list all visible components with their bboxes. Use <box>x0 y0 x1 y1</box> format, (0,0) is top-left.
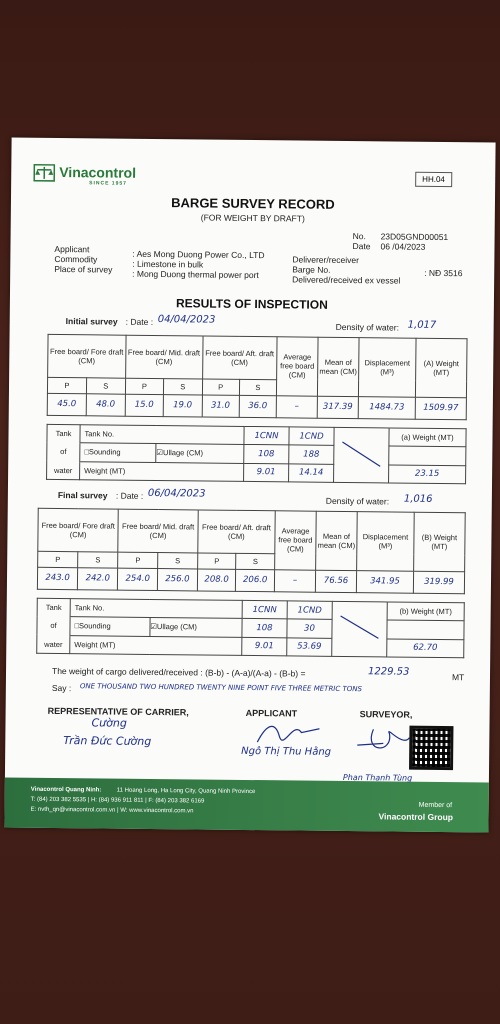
document-subtitle: (FOR WEIGHT BY DRAFT) <box>200 212 305 224</box>
mid-p-value: 15.0 <box>125 394 164 417</box>
strike-cell <box>332 601 388 657</box>
deliverer-label: Deliverer/receiver <box>292 254 360 266</box>
aft-p-value: 31.0 <box>202 395 239 418</box>
surveyor-signature <box>353 725 413 756</box>
fore-p-value: 45.0 <box>47 393 86 416</box>
tank-no-label: Tank No. <box>80 425 244 445</box>
document-title: BARGE SURVEY RECORD <box>171 195 335 212</box>
aft-s-value: 36.0 <box>239 395 276 418</box>
weight-mt-label: Weight (MT) <box>70 635 242 655</box>
ullage-label: ☑Ullage (CM) <box>156 444 244 463</box>
initial-density-value: 1,017 <box>407 319 437 331</box>
ullage-1: 108 <box>242 619 287 638</box>
water-label: water <box>37 635 70 654</box>
col-fore: Free board/ Fore draft (CM) <box>48 334 126 377</box>
fore-s-value: 48.0 <box>86 393 125 416</box>
applicant-name: Ngô Thị Thu Hằng <box>241 745 332 758</box>
results-title: RESULTS OF INSPECTION <box>175 296 328 312</box>
p-label: P <box>125 378 164 395</box>
survey-document <box>4 137 495 832</box>
carrier-signature: Cường <box>91 716 127 730</box>
barge-label: Barge No. <box>292 264 331 275</box>
place-value: : Mong Duong thermal power port <box>132 268 259 281</box>
footer-bar <box>4 772 488 832</box>
final-density-label: Density of water: <box>325 495 390 507</box>
col-mean: Mean of mean (CM) <box>316 511 358 570</box>
s-label: S <box>78 551 118 568</box>
final-date-value: 06/04/2023 <box>147 487 206 500</box>
final-draft-table <box>37 508 466 594</box>
strike-cell <box>334 427 390 483</box>
initial-date-value: 04/04/2023 <box>157 314 216 326</box>
strike-line <box>336 434 386 475</box>
say-label: Say : <box>51 682 72 694</box>
initial-survey-label: Initial survey <box>65 316 118 327</box>
col-mean: Mean of mean (CM) <box>317 337 359 396</box>
of-label: of <box>37 617 70 636</box>
applicant-signature <box>253 718 323 749</box>
s-label: S <box>164 378 203 395</box>
tank-1cnn: 1CNN <box>242 600 287 619</box>
tank-label: Tank <box>47 424 80 443</box>
strike-line <box>334 608 384 649</box>
p-label: P <box>202 379 239 396</box>
ullage-2: 30 <box>287 619 332 638</box>
carrier-name: Trần Đức Cường <box>63 734 152 748</box>
footer-address: 11 Hoang Long, Ha Long City, Quang Ninh Province <box>116 787 256 796</box>
no-value: 23D05GND00051 <box>380 231 449 243</box>
weight-b-small-label: (b) Weight (MT) <box>387 602 464 621</box>
initial-date-label: : Date : <box>125 316 154 327</box>
col-aft: Free board/ Aft. draft (CM) <box>198 510 276 553</box>
weight-b-total: 62.70 <box>387 639 464 658</box>
weight-2: 14.14 <box>289 464 334 483</box>
weight-a-value: 1509.97 <box>415 397 466 420</box>
cargo-value: 1229.53 <box>367 666 410 678</box>
footer-emails: E: nvth_qn@vinacontrol.com.vn | W: www.vinacontrol.com.vn <box>30 806 194 815</box>
fore-p-value: 243.0 <box>37 567 77 590</box>
cargo-unit: MT <box>451 672 465 683</box>
scales-logo-icon <box>33 164 55 182</box>
tank-1cnd: 1CND <box>287 601 332 620</box>
mid-s-value: 256.0 <box>157 568 197 591</box>
footer-member-of: Member of <box>418 801 453 810</box>
average-value: – <box>276 395 317 418</box>
col-displacement: Displacement (M³) <box>357 512 415 571</box>
applicant-label: Applicant <box>54 243 90 255</box>
barge-value: : NĐ 3516 <box>424 267 463 279</box>
tank-1cnn: 1CNN <box>244 426 289 445</box>
applicant-value: : Aes Mong Duong Power Co., LTD <box>132 248 265 261</box>
date-value: 06 /04/2023 <box>380 241 426 252</box>
since-text: SINCE 1957 <box>89 180 127 187</box>
weight-a-small-label: (a) Weight (MT) <box>389 428 466 447</box>
aft-s-value: 206.0 <box>236 569 275 592</box>
weight-a-total: 23.15 <box>389 465 466 484</box>
tank-label: Tank <box>37 598 70 617</box>
weight-1: 9.01 <box>242 637 287 656</box>
weight-b-value: 319.99 <box>413 571 464 594</box>
company-logo <box>59 164 136 187</box>
col-average: Average free board (CM) <box>275 511 317 570</box>
weight-1: 9.01 <box>244 463 289 482</box>
sounding-label: □Sounding <box>80 443 156 462</box>
delivered-label: Delivered/received ex vessel <box>292 274 401 286</box>
footer-phones: T: (84) 203 382 5535 | H: (84) 936 911 811 | F: (84) 203 382 6169 <box>30 796 205 805</box>
initial-tank-table <box>46 424 467 484</box>
footer-group: Vinacontrol Group <box>378 811 454 823</box>
commodity-value: : Limestone in bulk <box>132 258 204 270</box>
displacement-value: 1484.73 <box>358 396 415 419</box>
s-label: S <box>158 552 198 569</box>
weight-mt-label: Weight (MT) <box>80 461 244 481</box>
mean-value: 76.56 <box>315 570 356 593</box>
qr-code <box>409 726 453 770</box>
surveyor-label: SURVEYOR, <box>359 709 413 720</box>
p-label: P <box>47 377 86 394</box>
cargo-formula: The weight of cargo delivered/received : (B-b) - (A-a)/(A-a) - (B-b) = <box>51 665 306 679</box>
company-name: Vinacontrol <box>59 163 137 181</box>
mid-s-value: 19.0 <box>163 394 202 417</box>
p-label: P <box>118 552 158 569</box>
no-label: No. <box>352 231 366 242</box>
form-code: HH.04 <box>415 172 452 187</box>
blank-cell <box>389 446 466 465</box>
final-density-value: 1,016 <box>403 493 433 505</box>
p-label: P <box>197 552 236 569</box>
final-tank-table <box>36 598 465 658</box>
applicant-sign-label: APPLICANT <box>245 707 298 719</box>
mid-p-value: 254.0 <box>118 568 158 591</box>
sounding-label: □Sounding <box>70 617 150 636</box>
footer-office: Vinacontrol Quang Ninh: <box>30 786 102 794</box>
weight-2: 53.69 <box>287 638 332 657</box>
p-label: P <box>38 551 78 568</box>
s-label: S <box>86 377 125 394</box>
col-weight: (B) Weight (MT) <box>414 512 466 571</box>
tank-no-label: Tank No. <box>70 599 242 619</box>
average-value: – <box>274 569 315 592</box>
col-aft: Free board/ Aft. draft (CM) <box>202 336 277 379</box>
place-label: Place of survey <box>54 263 113 275</box>
ullage-2: 188 <box>289 445 334 464</box>
col-fore: Free board/ Fore draft (CM) <box>38 508 119 551</box>
date-label: Date <box>352 241 371 252</box>
commodity-label: Commodity <box>54 253 98 265</box>
displacement-value: 341.95 <box>356 570 413 593</box>
mean-value: 317.39 <box>317 396 358 419</box>
ullage-label: ☑Ullage (CM) <box>150 618 242 637</box>
tank-1cnd: 1CND <box>289 427 334 446</box>
s-label: S <box>239 379 276 396</box>
carrier-label: REPRESENTATIVE OF CARRIER, <box>47 705 189 718</box>
final-date-label: : Date : <box>115 490 144 501</box>
initial-density-label: Density of water: <box>335 321 400 333</box>
blank-cell <box>387 620 464 639</box>
col-weight: (A) Weight (MT) <box>415 338 467 397</box>
col-mid: Free board/ Mid. draft (CM) <box>125 335 202 378</box>
initial-draft-table <box>47 334 468 420</box>
ullage-1: 108 <box>244 445 289 464</box>
s-label: S <box>236 553 275 570</box>
surveyor-stamp-name: Phan Thanh Tùng <box>342 772 413 783</box>
water-label: water <box>47 461 80 480</box>
fore-s-value: 242.0 <box>78 567 118 590</box>
col-displacement: Displacement (M³) <box>358 338 416 397</box>
col-mid: Free board/ Mid. draft (CM) <box>118 509 198 552</box>
of-label: of <box>47 443 80 462</box>
aft-p-value: 208.0 <box>197 569 236 592</box>
final-survey-label: Final survey <box>57 489 108 501</box>
say-value: ONE THOUSAND TWO HUNDRED TWENTY NINE POINT FIVE THREE METRIC TONS <box>79 682 363 694</box>
col-average: Average free board (CM) <box>276 337 318 396</box>
